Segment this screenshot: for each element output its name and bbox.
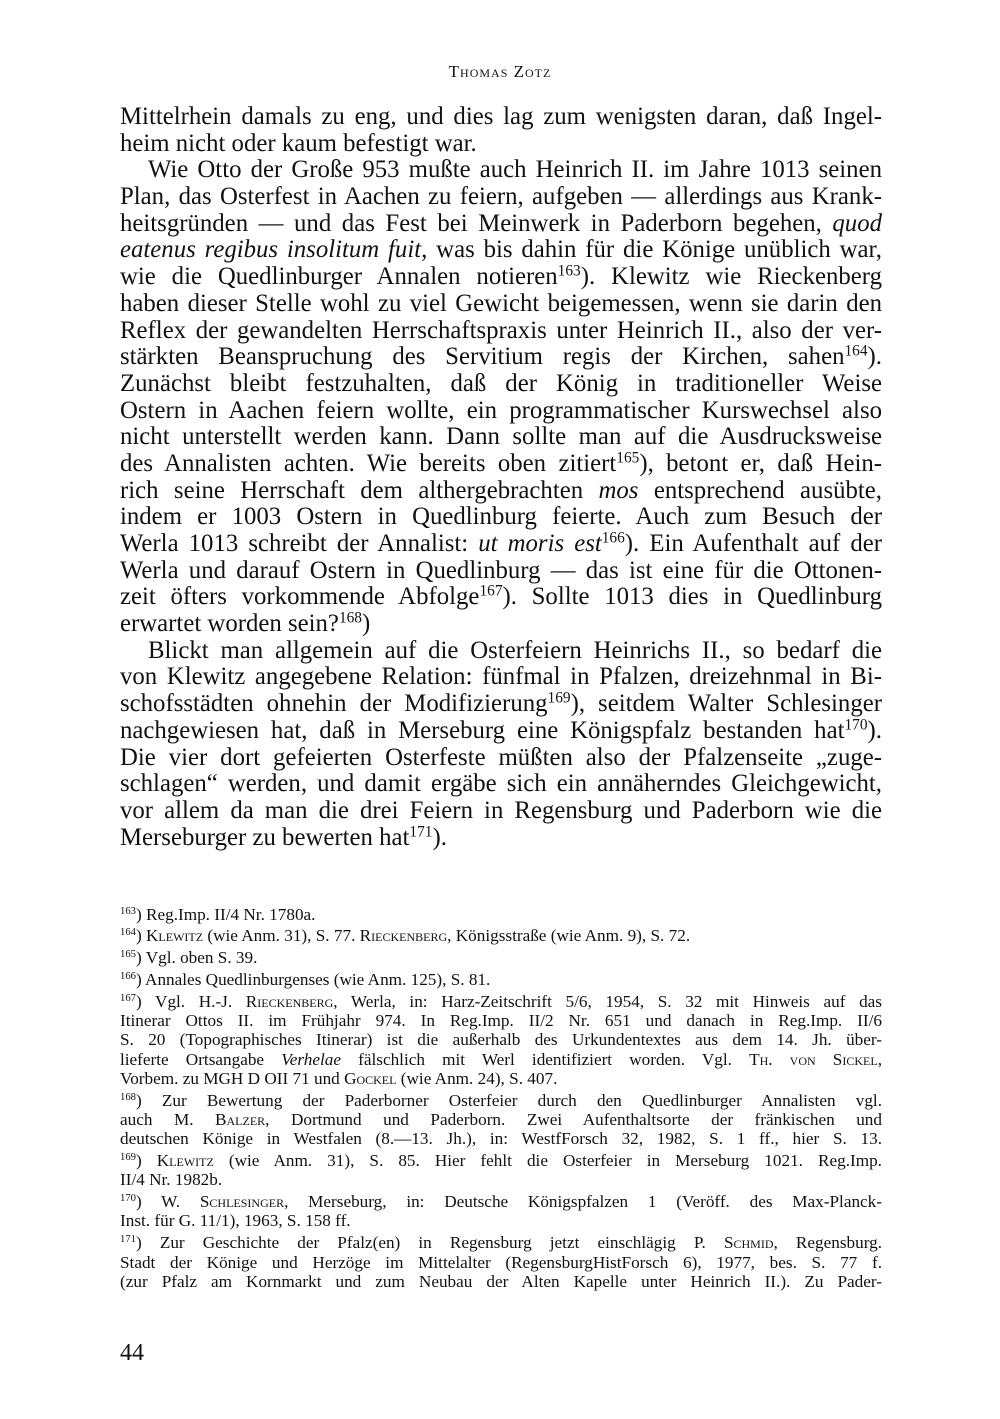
text-segment: , <box>877 1049 882 1069</box>
footnote-line <box>120 1129 882 1148</box>
text-segment: Rieckenberg <box>359 926 448 946</box>
text-segment: (zur Pfalz am Kornmarkt und zum Neubau der Alten Kapelle unter Heinrich II.). Zu Pader- <box>120 1271 882 1291</box>
footnotes <box>120 902 882 1291</box>
text-segment: Klewitz <box>146 926 204 946</box>
text-segment: heim nicht oder kaum befestigt war. <box>120 129 477 157</box>
footnote-line <box>120 1253 882 1272</box>
text-segment: Inst. für G. 11/1), 1963, S. 158 ff. <box>120 1211 351 1231</box>
text-segment: ), seitdem Walter Schlesinger <box>570 690 882 718</box>
footnote-line <box>120 1091 882 1110</box>
body-line <box>120 664 882 691</box>
footnote-ref: 169 <box>547 689 571 707</box>
text-segment: ) W. <box>135 1192 200 1212</box>
text-segment: auch M. <box>120 1109 216 1129</box>
text-segment: Schmid <box>723 1233 774 1253</box>
text-segment: Zunächst bleibt festzuhalten, daß der König in traditioneller Weise <box>120 369 882 397</box>
body-line <box>120 638 882 665</box>
text-segment: Wie Otto der Große 953 mußte auch Heinrich II. im Jahre 1013 seinen <box>148 156 882 184</box>
footnote-ref: 163 <box>120 905 136 917</box>
footnote-ref: 167 <box>479 582 503 600</box>
body-line <box>120 611 882 638</box>
text-segment: nachgewiesen hat, daß in Merseburg eine Königspfalz bestanden hat <box>120 716 845 744</box>
text-segment: von Klewitz angegebene Relation: fünfmal in Pfalzen, dreizehnmal in Bi- <box>120 663 882 691</box>
body-line <box>120 211 882 238</box>
body-line <box>120 691 882 718</box>
text-segment: (wie Anm. 31), S. 77. <box>203 926 360 946</box>
body-line <box>120 584 882 611</box>
footnote-ref: 169 <box>120 1152 136 1164</box>
text-segment: indem er 1003 Ostern in Quedlinburg feierte. Auch zum Besuch der <box>120 503 882 531</box>
text-segment: ) <box>361 610 371 638</box>
text-segment: Rieckenberg <box>245 991 334 1011</box>
text-segment: ) Vgl. H.-J. <box>135 991 246 1011</box>
text-segment: Reflex der gewandelten Herrschaftspraxis unter Heinrich II., also der ver- <box>120 316 882 344</box>
text-segment: Mittelrhein damals zu eng, und dies lag zum wenigsten daran, daß Ingel- <box>120 103 882 130</box>
footnote-line <box>120 1272 882 1291</box>
text-segment: ) <box>135 1151 157 1171</box>
footnote-ref: 170 <box>120 1193 136 1205</box>
footnote-line <box>120 1110 882 1129</box>
footnote-line <box>120 1170 882 1189</box>
text-segment: ). <box>867 343 882 371</box>
footnote-ref: 171 <box>409 823 433 841</box>
body-line <box>120 771 882 798</box>
text-segment: Gockel <box>344 1068 397 1088</box>
text-segment: Balzer <box>215 1109 266 1129</box>
text-segment: stärkten Beanspruchung des Servitium regis der Kirchen, sahen <box>120 343 845 371</box>
text-segment: heitsgründen — und das Fest bei Meinwerk in Paderborn begehen, <box>120 209 833 237</box>
text-segment: ) Reg.Imp. II/4 Nr. 1780a. <box>135 904 316 924</box>
text-segment: mos <box>598 476 639 504</box>
text-segment: Vorbem. zu MGH D OII 71 und <box>120 1068 345 1088</box>
text-segment: ) Zur Geschichte der Pfalz(en) in Regensburg jetzt einschlägig P. <box>135 1233 724 1253</box>
body-line <box>120 184 882 211</box>
text-segment: vor allem da man die drei Feiern in Regensburg und Paderborn wie die <box>120 796 882 824</box>
body-line <box>120 344 882 371</box>
text-segment: Werla und darauf Ostern in Quedlinburg — das ist eine für die Ottonen- <box>120 556 882 584</box>
footnote-line <box>120 992 882 1011</box>
text-segment: (wie Anm. 24), S. 407. <box>396 1068 558 1088</box>
text-segment: nicht unterstellt werden kann. Dann sollte man auf die Ausdrucksweise <box>120 423 882 451</box>
text-segment: ). Klewitz wie Rieckenberg <box>580 263 882 291</box>
text-segment: quod <box>832 209 882 237</box>
body-line <box>120 718 882 745</box>
footnote-ref: 163 <box>557 262 581 280</box>
footnote-line <box>120 948 882 967</box>
footnote-ref: 168 <box>338 609 362 627</box>
footnote-line <box>120 1030 882 1049</box>
text-segment: , Regensburg. <box>773 1233 883 1253</box>
text-segment: Schlesinger <box>199 1192 285 1212</box>
text-segment: ) Zur Bewertung der Paderborner Osterfeier durch den Quedlinburger Annalisten vgl. <box>135 1090 882 1110</box>
text-segment: Werla 1013 schreibt der Annalist: <box>120 530 479 557</box>
text-segment: ) <box>135 926 147 946</box>
body-line <box>120 558 882 585</box>
text-segment: eatenus regibus insolitum fuit, <box>120 236 428 264</box>
footnote-line <box>120 1011 882 1030</box>
text-segment: schofsstädten ohnehin der Modifizierung <box>120 690 548 718</box>
text-segment: fälschlich mit Werl identifiziert worden. Vgl. <box>341 1049 750 1069</box>
main-text <box>120 104 882 851</box>
text-segment: entsprechend ausübte, <box>638 476 882 504</box>
footnote-ref: 165 <box>616 449 640 467</box>
footnote-line <box>120 1050 882 1069</box>
footnote-line <box>120 1151 882 1170</box>
body-line <box>120 237 882 264</box>
footnote-line <box>120 1211 882 1230</box>
text-segment: , Merseburg, in: Deutsche Königspfalzen 1 (Veröff. des Max-Planck- <box>284 1192 882 1212</box>
text-segment: deutschen Könige in Westfalen (8.—13. Jh.), in: WestfForsch 32, 1982, S. 1 ff., hier S. 13. <box>120 1129 882 1149</box>
text-segment: was bis dahin für die Könige unüblich war, <box>427 236 882 264</box>
body-line <box>120 531 882 558</box>
text-segment: ) Vgl. oben S. 39. <box>135 948 258 968</box>
text-segment: rich seine Herrschaft dem althergebrachten <box>120 476 599 504</box>
footnote-line <box>120 905 882 924</box>
footnote-ref: 168 <box>120 1091 136 1103</box>
text-segment: ). Sollte 1013 dies in Quedlinburg <box>502 583 882 611</box>
text-segment: schlagen“ werden, und damit ergäbe sich ein annäherndes Gleichgewicht, <box>120 770 882 798</box>
footnote-ref: 166 <box>601 529 625 547</box>
footnote-line <box>120 1192 882 1211</box>
text-segment: ) Annales Quedlinburgenses (wie Anm. 125), S. 81. <box>135 969 491 989</box>
body-line <box>120 291 882 318</box>
body-line <box>120 371 882 398</box>
text-segment: (wie Anm. 31), S. 85. Hier fehlt die Osterfeier in Merseburg 1021. Reg.Imp. <box>213 1151 882 1171</box>
body-line <box>120 825 882 852</box>
text-segment: erwartet worden sein? <box>120 610 339 638</box>
body-line <box>120 424 882 451</box>
body-line <box>120 264 882 291</box>
text-segment: Klewitz <box>156 1151 214 1171</box>
body-line <box>120 104 882 131</box>
text-segment: , Königsstraße (wie Anm. 9), S. 72. <box>447 926 691 946</box>
text-segment: , Dortmund und Paderborn. Zwei Aufenthaltsorte der fränkischen und <box>265 1109 882 1129</box>
body-line <box>120 745 882 772</box>
text-segment: ). Ein Aufenthalt auf der <box>624 530 882 557</box>
footnote-line <box>120 970 882 989</box>
body-line <box>120 798 882 825</box>
body-line <box>120 157 882 184</box>
page-number: 44 <box>120 1340 144 1366</box>
running-header: Thomas Zotz <box>448 62 552 81</box>
text-segment: Die vier dort gefeierten Osterfeste müßten also der Pfalzenseite „zuge- <box>120 743 882 771</box>
text-segment: , Werla, in: Harz-Zeitschrift 5/6, 1954, S. 32 mit Hinweis auf das <box>333 991 882 1011</box>
footnote-line <box>120 1233 882 1252</box>
footnote-ref: 170 <box>844 716 868 734</box>
text-segment: S. 20 (Topographisches Itinerar) ist die außerhalb des Urkundentextes aus dem 14. Jh. über- <box>120 1030 882 1050</box>
text-segment: Ostern in Aachen feiern wollte, ein programmatischer Kurswechsel also <box>120 396 882 424</box>
body-line <box>120 131 882 158</box>
text-segment: ), betont er, daß Hein- <box>639 449 883 477</box>
body-line <box>120 398 882 425</box>
body-line <box>120 504 882 531</box>
text-segment: haben dieser Stelle wohl zu viel Gewicht beigemessen, wenn sie darin den <box>120 289 882 317</box>
text-segment: Plan, das Osterfest in Aachen zu feiern, aufgeben — allerdings aus Krank- <box>120 183 882 211</box>
body-line <box>120 451 882 478</box>
text-segment: des Annalisten achten. Wie bereits oben zitiert <box>120 449 617 477</box>
text-segment: ). <box>432 823 447 851</box>
body-line <box>120 478 882 505</box>
text-segment: Itinerar Ottos II. im Frühjahr 974. In Reg.Imp. II/2 Nr. 651 und danach in Reg.Imp. II/6 <box>120 1010 882 1030</box>
text-segment: wie die Quedlinburger Annalen notieren <box>120 263 558 291</box>
footnote-ref: 167 <box>120 992 136 1004</box>
text-segment: ut moris est <box>478 530 602 557</box>
text-segment: ). <box>867 716 882 744</box>
text-segment: Verhelae <box>281 1049 342 1069</box>
text-segment: Merseburger zu bewerten hat <box>120 823 410 851</box>
text-segment: Blickt man allgemein auf die Osterfeiern Heinrichs II., so bedarf die <box>148 636 882 664</box>
body-line <box>120 318 882 345</box>
text-segment: zeit öfters vorkommende Abfolge <box>120 583 480 611</box>
text-segment: II/4 Nr. 1982b. <box>120 1170 223 1190</box>
footnote-line <box>120 1069 882 1088</box>
text-segment: Stadt der Könige und Herzöge im Mittelalter (RegensburgHistForsch 6), 1977, bes. S. 77 f. <box>120 1252 882 1272</box>
footnote-line <box>120 926 882 945</box>
footnote-ref: 166 <box>120 971 136 983</box>
footnote-ref: 164 <box>844 342 868 360</box>
footnote-ref: 164 <box>120 927 136 939</box>
footnote-ref: 165 <box>120 949 136 961</box>
footnote-ref: 171 <box>120 1234 136 1246</box>
text-segment: Th. von Sickel <box>749 1049 878 1069</box>
text-segment: lieferte Ortsangabe <box>120 1049 282 1069</box>
